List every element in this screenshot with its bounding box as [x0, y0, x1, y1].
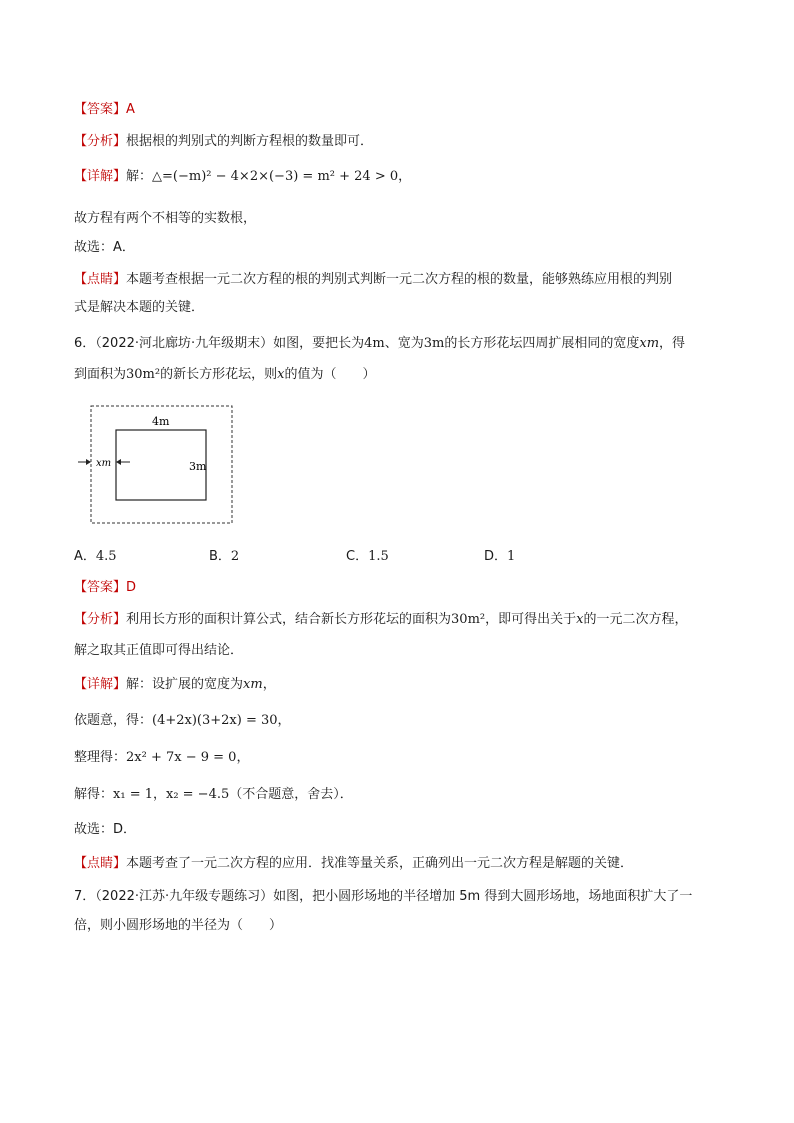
- answer-tag: 【答案】: [74, 580, 127, 595]
- q5-choose-line: 故选：A．: [74, 240, 135, 255]
- xm-value: xm: [639, 336, 660, 351]
- analysis-text: 的一元二次方程，: [583, 612, 688, 627]
- q6-eq3-line: [74, 785, 353, 805]
- stem-text: 6．（2022·河北廊坊·九年级期末）如图，要把长为: [74, 336, 365, 351]
- q5-comment-line1: [74, 270, 672, 290]
- analysis-tag: 【分析】: [74, 134, 127, 149]
- analysis-text: 利用长方形的面积计算公式，结合新长方形花坛的面积为: [126, 612, 452, 627]
- figure-top-label: 4m: [152, 415, 170, 428]
- q6-stem-line2: [74, 365, 375, 385]
- left-arrow-head: [86, 459, 91, 465]
- q5-analysis-line: [74, 132, 373, 152]
- q6-eq2-line: [74, 748, 249, 768]
- figure-left-label: xm: [96, 458, 112, 469]
- comment-tag: 【点睛】: [74, 272, 127, 287]
- answer-tag: 【答案】: [74, 102, 127, 117]
- q6-stem-line1: [74, 334, 685, 354]
- area-value: 30m²: [126, 367, 161, 382]
- q6-figure: [70, 402, 240, 530]
- eq-label: 依题意，得：: [74, 713, 153, 728]
- q6-detail-line: [74, 675, 276, 695]
- comment-text: 本题考查了一元二次方程的应用．找准等量关系，正确列出一元二次方程是解题的关键．: [126, 856, 634, 871]
- comment-text: 本题考查根据一元二次方程的根的判别式判断一元二次方程的根的数量，能够熟练应用根的判别: [126, 272, 673, 287]
- comment-tag: 【点睛】: [74, 856, 127, 871]
- eq-note: （不合题意，舍去）．: [229, 787, 353, 802]
- stem-text: 的值为（ ）: [284, 367, 376, 382]
- figure-right-label: 3m: [189, 460, 207, 473]
- q6-answer-line: [74, 578, 136, 598]
- width-value: 3m: [423, 336, 445, 351]
- equation-3: x₁ = 1，x₂ = −4.5: [113, 787, 230, 802]
- discriminant-formula: △=(−m)² − 4×2×(−3) = m² + 24 > 0，: [152, 169, 412, 184]
- detail-xm: xm: [243, 677, 263, 692]
- q5-detail-line: [74, 167, 411, 187]
- q6-choose-line: 故选：D．: [74, 822, 137, 837]
- stem-text: ，得: [659, 336, 686, 351]
- option-c: C．1.5: [346, 549, 389, 564]
- detail-text: 解：设扩展的宽度为: [126, 677, 244, 692]
- detail-tag: 【详解】: [74, 677, 127, 692]
- q7-stem-line1: 7．（2022·江苏·九年级专题练习）如图，把小圆形场地的半径增加 5m 得到大圆形场地，场地面积扩大了一: [74, 889, 693, 904]
- analysis-text: ，即可得出关于: [485, 612, 577, 627]
- option-a: A．4.5: [74, 549, 117, 564]
- q5-conclusion-line: 故方程有两个不相等的实数根，: [74, 211, 257, 226]
- q6-analysis-line2: 解之取其正值即可得出结论．: [74, 643, 244, 658]
- detail-text: ，: [262, 677, 276, 692]
- x-variable: x: [277, 367, 285, 382]
- answer-value: D: [126, 580, 137, 595]
- q5-comment-line2: 式是解决本题的关键．: [74, 300, 205, 315]
- equation-1: (4+2x)(3+2x) = 30，: [152, 713, 291, 728]
- stem-text: 的长方形花坛四周扩展相同的宽度: [444, 336, 640, 351]
- analysis-x: x: [576, 612, 584, 627]
- q5-answer-line: [74, 100, 135, 120]
- q6-comment-line: [74, 854, 633, 874]
- detail-tag: 【详解】: [74, 169, 127, 184]
- eq-label: 解得：: [74, 787, 114, 802]
- option-b: B．2: [209, 549, 240, 564]
- q6-eq1-line: [74, 711, 291, 731]
- analysis-text: 根据根的判别式的判断方程根的数量即可．: [126, 134, 374, 149]
- q7-stem-line2: 倍，则小圆形场地的半径为（ ）: [74, 918, 283, 933]
- equation-2: 2x² + 7x − 9 = 0，: [126, 750, 250, 765]
- stem-text: 、宽为: [384, 336, 424, 351]
- analysis-area: 30m²: [451, 612, 486, 627]
- analysis-tag: 【分析】: [74, 612, 127, 627]
- right-arrow-head: [116, 459, 121, 465]
- stem-text: 到面积为: [74, 367, 127, 382]
- option-d: D．1: [484, 549, 516, 564]
- detail-prefix: 解：: [126, 169, 153, 184]
- eq-label: 整理得：: [74, 750, 127, 765]
- stem-text: 的新长方形花坛，则: [160, 367, 278, 382]
- q6-analysis-line1: [74, 610, 688, 630]
- answer-value: A: [126, 102, 135, 117]
- length-value: 4m: [364, 336, 385, 351]
